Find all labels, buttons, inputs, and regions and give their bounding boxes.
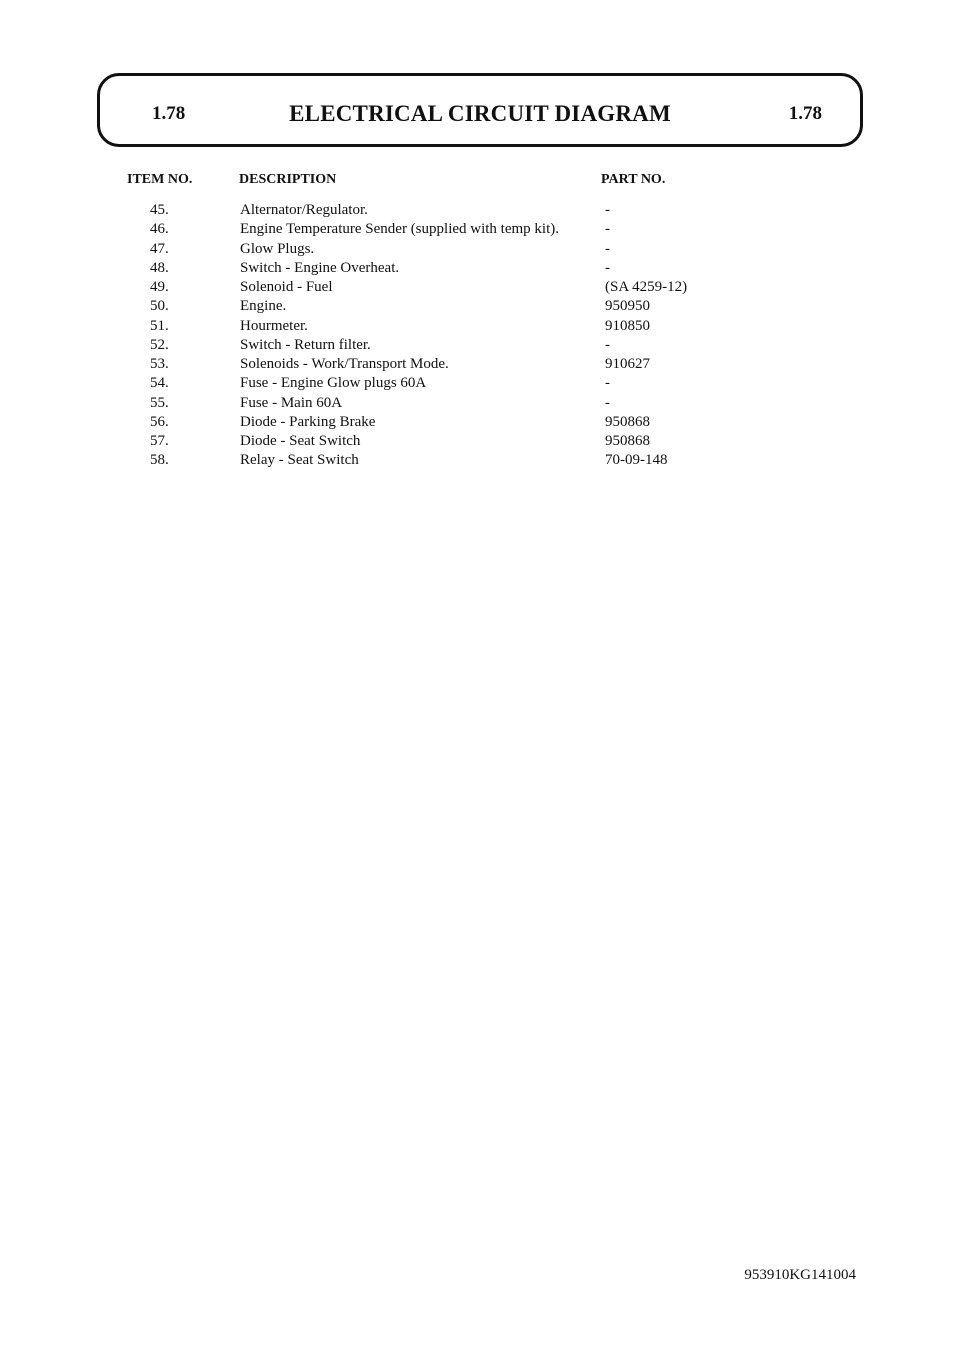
list-item — [0, 413, 954, 432]
list-item — [0, 374, 954, 393]
page-header — [97, 73, 863, 147]
item-description: Engine Temperature Sender (supplied with temp kit). — [240, 221, 560, 238]
part-number: - — [605, 259, 610, 276]
column-headers — [0, 172, 954, 190]
list-item — [0, 336, 954, 355]
item-description: Switch - Engine Overheat. — [240, 259, 400, 276]
item-number: 53. — [150, 356, 169, 372]
part-number: 950868 — [605, 413, 650, 430]
list-item — [0, 259, 954, 278]
item-number: 56. — [150, 413, 169, 430]
section-number-right: 1.78 — [788, 103, 822, 124]
part-number: - — [605, 394, 610, 411]
list-item — [0, 297, 954, 316]
list-item — [0, 201, 954, 220]
item-number: 52. — [150, 336, 169, 353]
parts-list — [0, 201, 954, 471]
document-code: 953910KG141004 — [744, 1267, 856, 1283]
item-description: Glow Plugs. — [240, 240, 315, 257]
item-number: 47. — [150, 240, 169, 257]
item-number: 50. — [150, 298, 169, 315]
item-number: 49. — [150, 279, 169, 295]
item-description: Switch - Return filter. — [240, 336, 371, 353]
item-description: Diode - Parking Brake — [240, 413, 376, 430]
item-description: Alternator/Regulator. — [240, 202, 368, 218]
item-number: 58. — [150, 452, 169, 469]
item-number: 54. — [150, 375, 169, 392]
item-number: 55. — [150, 394, 169, 411]
part-number: (SA 4259-12) — [605, 279, 688, 295]
page-title: ELECTRICAL CIRCUIT DIAGRAM — [289, 101, 671, 126]
part-number: 950868 — [605, 433, 650, 449]
list-item — [0, 394, 954, 413]
list-item — [0, 240, 954, 259]
item-number: 45. — [150, 202, 169, 218]
item-description: Fuse - Engine Glow plugs 60A — [240, 375, 427, 392]
list-item — [0, 278, 954, 297]
part-number: 910850 — [605, 317, 650, 334]
item-number: 51. — [150, 317, 169, 334]
part-number: 910627 — [605, 356, 650, 372]
item-description: Solenoids - Work/Transport Mode. — [240, 356, 449, 372]
item-number: 48. — [150, 259, 169, 276]
part-number: - — [605, 240, 610, 257]
part-no-header: PART NO. — [601, 172, 666, 187]
part-number: 950950 — [605, 298, 650, 315]
section-number-left: 1.78 — [152, 103, 186, 124]
list-item — [0, 317, 954, 336]
item-no-header: ITEM NO. — [127, 172, 193, 187]
part-number: - — [605, 336, 610, 353]
item-description: Fuse - Main 60A — [240, 394, 343, 411]
item-description: Engine. — [240, 298, 287, 315]
list-item — [0, 432, 954, 451]
description-header: DESCRIPTION — [239, 172, 337, 187]
item-number: 57. — [150, 433, 169, 449]
item-description: Relay - Seat Switch — [240, 452, 359, 469]
item-description: Diode - Seat Switch — [240, 433, 361, 449]
list-item — [0, 355, 954, 374]
part-number: - — [605, 375, 610, 392]
list-item — [0, 451, 954, 470]
part-number: 70-09-148 — [605, 452, 668, 469]
part-number: - — [605, 221, 610, 238]
list-item — [0, 220, 954, 239]
item-number: 46. — [150, 221, 169, 238]
item-description: Hourmeter. — [240, 317, 308, 334]
item-description: Solenoid - Fuel — [240, 279, 333, 295]
part-number: - — [605, 202, 610, 218]
